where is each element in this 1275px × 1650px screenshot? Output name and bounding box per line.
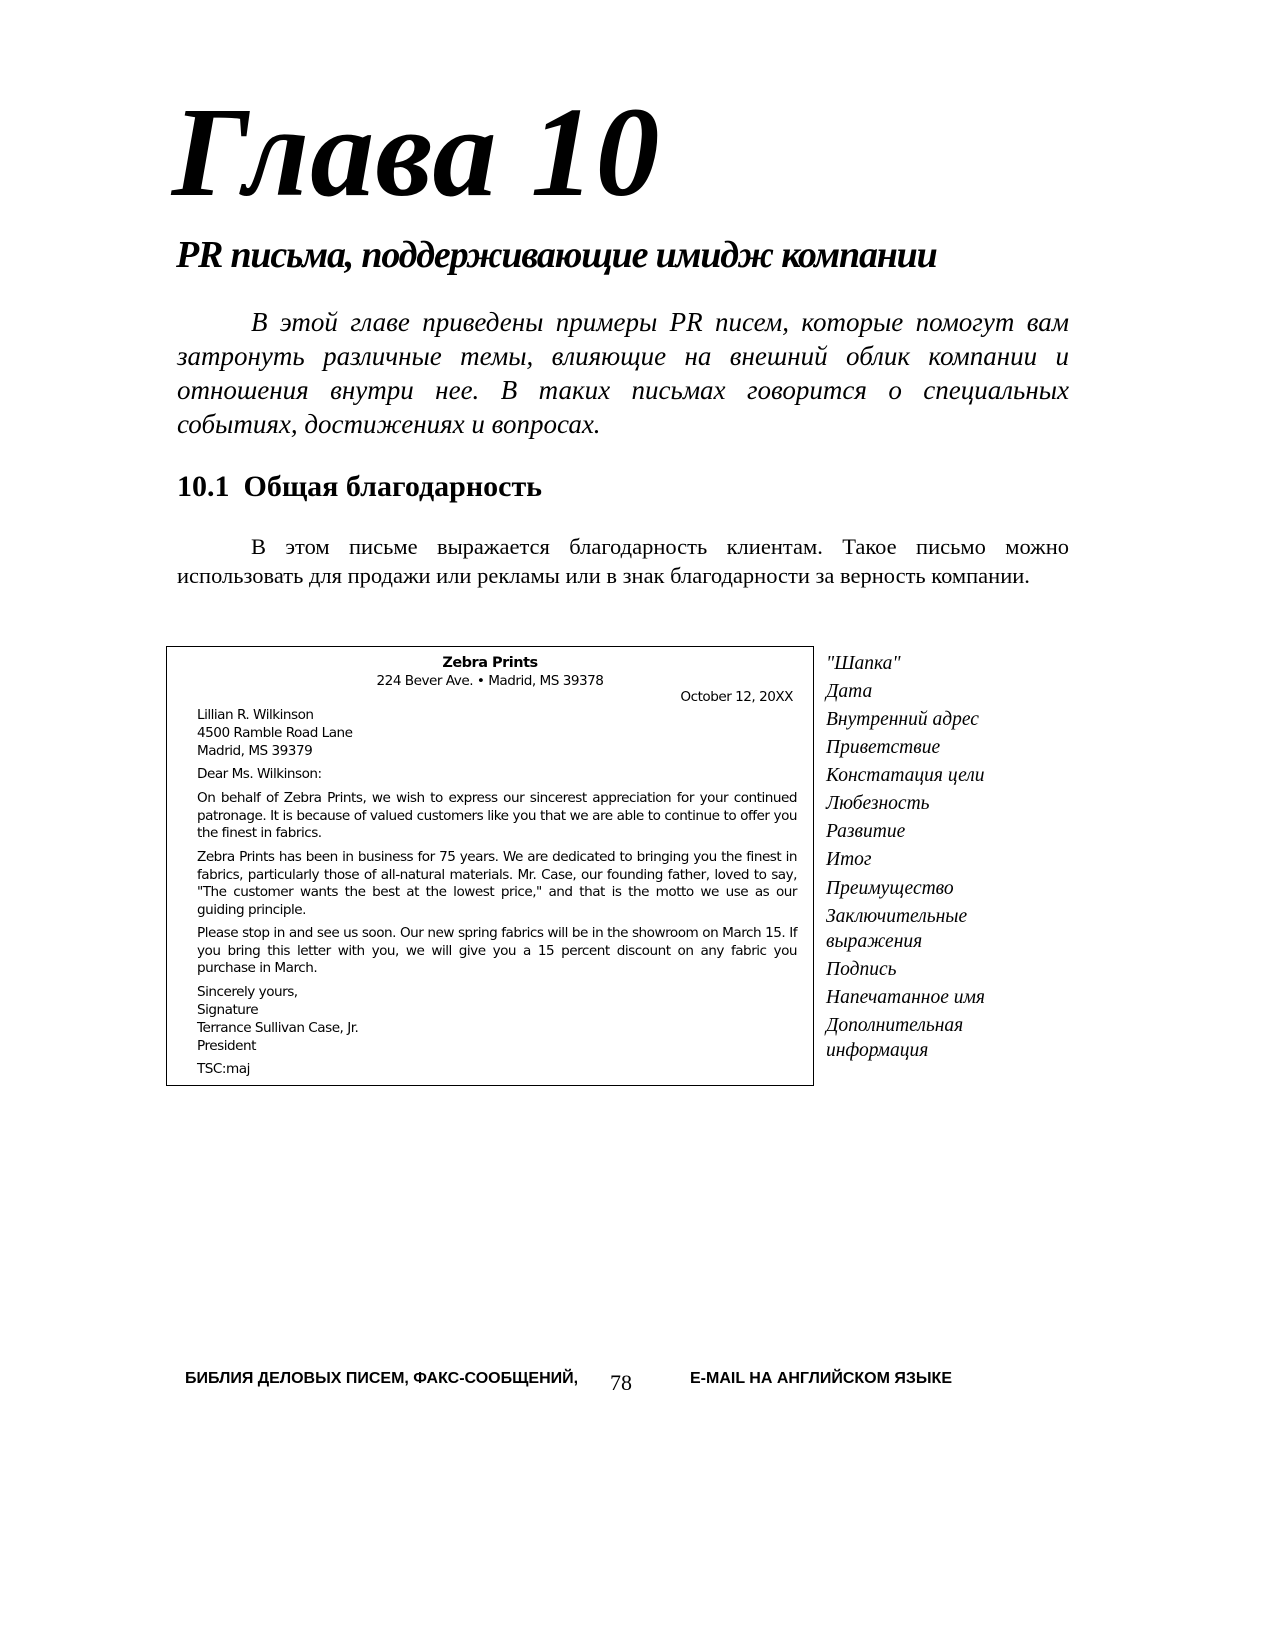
section-heading: [177, 468, 542, 506]
page-number: 78: [610, 1370, 632, 1395]
chapter-subtitle: PR письма, поддерживающие имидж компании: [176, 234, 937, 276]
letter-company-name: Zebra Prints: [442, 655, 538, 671]
letter-paragraph: Zebra Prints has been in business for 75 years. We are dedicated to bringing you the finest in fabrics, particularly those of all-natural materials. Mr. Case, our founding father, loved to say, "The customer wants the best at the lowest price," and that is the motto we use as our guiding principle.: [197, 849, 797, 918]
label-salutation: Приветствие: [826, 737, 941, 758]
sample-letter: [166, 646, 814, 1086]
label-benefit: Преимущество: [826, 878, 954, 899]
section-title: Общая благодарность: [243, 470, 543, 503]
label-printed-name: Напечатанное имя: [826, 987, 985, 1008]
recipient-city: Madrid, MS 39379: [197, 743, 313, 759]
label-purpose: Констатация цели: [826, 765, 985, 786]
letter-paragraph: Please stop in and see us soon. Our new spring fabrics will be in the showroom on March 15. If you bring this letter with you, we will give you a 15 percent discount on any fabric you purchase in March.: [197, 925, 797, 976]
label-summary: Итог: [826, 849, 872, 870]
letter-signer-name: Terrance Sullivan Case, Jr.: [197, 1020, 359, 1036]
label-additional-info: Дополнительная информация: [826, 1015, 964, 1061]
letter-closing: Sincerely yours,: [197, 984, 298, 1000]
recipient-name: Lillian R. Wilkinson: [197, 707, 314, 723]
recipient-street: 4500 Ramble Road Lane: [197, 725, 353, 741]
label-closing-phrases: Заключительные выражения: [826, 906, 968, 952]
letter-company-address: 224 Bever Ave. • Madrid, MS 39378: [376, 673, 604, 689]
letter-signer-title: President: [197, 1038, 256, 1054]
chapter-title: Глава 10: [172, 81, 661, 223]
label-inside-address: Внутренний адрес: [826, 709, 979, 730]
label-signature: Подпись: [826, 959, 897, 980]
chapter-intro: В этой главе приведены примеры PR писем, которые помогут вам затронуть различные темы, влияющие на внешний облик компании и отношения внутри нее. В таких письмах говорится о специальных событиях, достижениях и вопросах.: [177, 307, 1069, 439]
section-body: В этом письме выражается благодарность клиентам. Такое письмо можно использовать для продажи или рекламы или в знак благодарности за верность компании.: [177, 534, 1069, 588]
letter-date: October 12, 20XX: [680, 689, 793, 705]
footer-book-title-left: БИБЛИЯ ДЕЛОВЫХ ПИСЕМ, ФАКС-СООБЩЕНИЙ,: [185, 1370, 579, 1387]
letter-paragraph: On behalf of Zebra Prints, we wish to express our sincerest appreciation for your continued patronage. It is because of valued customers like you that we are able to continue to offer you the finest in fabrics.: [197, 790, 797, 841]
letter-salutation: Dear Ms. Wilkinson:: [197, 766, 322, 782]
label-letterhead: "Шапка": [826, 653, 901, 674]
label-date: Дата: [826, 681, 873, 702]
label-courtesy: Любезность: [826, 793, 930, 814]
letter-reference: TSC:maj: [197, 1061, 250, 1077]
label-development: Развитие: [826, 821, 906, 842]
footer-book-title-right: E-MAIL НА АНГЛИЙСКОМ ЯЗЫКЕ: [690, 1370, 952, 1387]
section-number: 10.1: [177, 470, 230, 503]
letter-signature: Signature: [197, 1002, 259, 1018]
